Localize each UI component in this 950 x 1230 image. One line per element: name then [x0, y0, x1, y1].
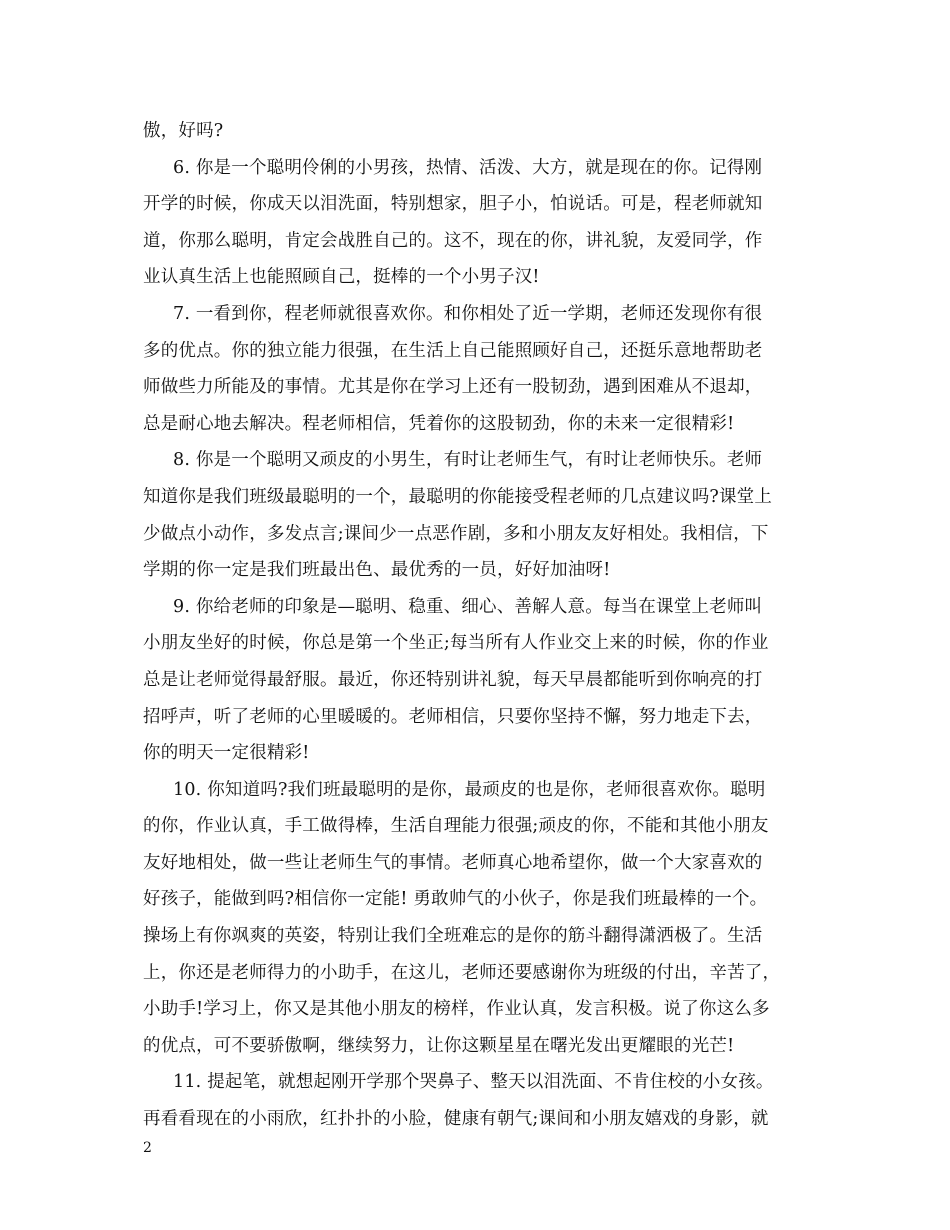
- text-line: 你的明天一定很精彩!: [143, 743, 310, 764]
- text-line: 总是让老师觉得最舒服。最近，你还特别讲礼貌，每天早晨都能听到你响亮的打: [143, 669, 763, 690]
- text-line: 知道你是我们班级最聪明的一个，最聪明的你能接受程老师的几点建议吗?课堂上: [143, 486, 773, 507]
- page-number: 2: [143, 1140, 152, 1156]
- text-line: 总是耐心地去解决。程老师相信，凭着你的这股韧劲，你的未来一定很精彩!: [143, 413, 735, 434]
- body-text: [143, 113, 829, 1138]
- text-line: 9. 你给老师的印象是—聪明、稳重、细心、善解人意。每当在课堂上老师叫: [173, 596, 763, 617]
- text-line: 友好地相处，做一些让老师生气的事情。老师真心地希望你，做一个大家喜欢的: [143, 852, 763, 873]
- text-line: 10. 你知道吗?我们班最聪明的是你，最顽皮的也是你，老师很喜欢你。聪明: [173, 779, 766, 800]
- text-line: 学期的你一定是我们班最出色、最优秀的一员，好好加油呀!: [143, 560, 611, 581]
- text-line: 6. 你是一个聪明伶俐的小男孩，热情、活泼、大方，就是现在的你。记得刚: [173, 157, 763, 178]
- text-line: 招呼声，听了老师的心里暖暖的。老师相信，只要你坚持不懈，努力地走下去，: [143, 706, 763, 727]
- text-line: 再看看现在的小雨欣，红扑扑的小脸，健康有朝气;课间和小朋友嬉戏的身影，就: [143, 1109, 769, 1130]
- text-line: 的你，作业认真，手工做得棒，生活自理能力很强;顽皮的你，不能和其他小朋友: [143, 816, 769, 837]
- text-line: 小助手!学习上，你又是其他小朋友的榜样，作业认真，发言积极。说了你这么多: [143, 999, 770, 1020]
- text-line: 小朋友坐好的时候，你总是第一个坐正;每当所有人作业交上来的时候，你的作业: [143, 633, 769, 654]
- text-line: 多的优点。你的独立能力很强，在生活上自己能照顾好自己，还挺乐意地帮助老: [143, 340, 763, 361]
- text-line: 业认真生活上也能照顾自己，挺棒的一个小男子汉!: [143, 267, 540, 288]
- text-line: 操场上有你飒爽的英姿，特别让我们全班难忘的是你的筋斗翻得潇洒极了。生活: [143, 926, 763, 947]
- text-line: 少做点小动作，多发点言;课间少一点恶作剧，多和小朋友友好相处。我相信，下: [143, 523, 769, 544]
- text-line: 11. 提起笔，就想起刚开学那个哭鼻子、整天以泪洗面、不肯住校的小女孩。: [173, 1072, 774, 1093]
- text-line: 上，你还是老师得力的小助手，在这儿，老师还要感谢你为班级的付出，辛苦了，: [143, 962, 781, 983]
- text-line: 好孩子，能做到吗?相信你一定能! 勇敢帅气的小伙子，你是我们班最棒的一个。: [143, 889, 768, 910]
- text-line: 开学的时候，你成天以泪洗面，特别想家，胆子小，怕说话。可是，程老师就知: [143, 194, 763, 215]
- text-line: 8. 你是一个聪明又顽皮的小男生，有时让老师生气，有时让老师快乐。老师: [173, 450, 763, 471]
- text-line: 傲，好吗?: [143, 121, 224, 141]
- text-line: 7. 一看到你，程老师就很喜欢你。和你相处了近一学期，老师还发现你有很: [173, 303, 763, 324]
- text-line: 的优点，可不要骄傲啊，继续努力，让你这颗星星在曙光发出更耀眼的光芒!: [143, 1035, 735, 1056]
- text-line: 师做些力所能及的事情。尤其是你在学习上还有一股韧劲，遇到困难从不退却，: [143, 377, 763, 398]
- text-line: 道，你那么聪明，肯定会战胜自己的。这不，现在的你，讲礼貌，友爱同学，作: [143, 230, 763, 251]
